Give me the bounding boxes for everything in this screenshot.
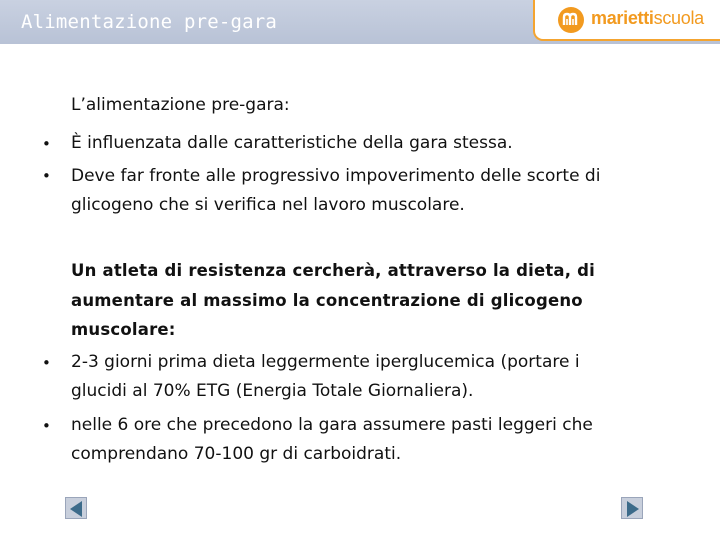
emphasis-text: Un atleta di resistenza cercherà, attraverso la dieta, di <box>71 261 596 280</box>
bullet-glyph: • <box>42 417 51 435</box>
emphasis-text: muscolare: <box>71 320 176 339</box>
bullet-glyph: • <box>42 354 51 372</box>
intro-text: L’alimentazione pre-gara: <box>71 95 290 115</box>
slide-title: Alimentazione pre-gara <box>21 11 278 33</box>
triangle-right-icon <box>622 498 644 520</box>
emphasis-text: aumentare al massimo la concentrazione di glicogeno <box>71 291 583 310</box>
bullet-text: glucidi al 70% ETG (Energia Totale Giornaliera). <box>71 381 474 401</box>
bullet-text: nelle 6 ore che precedono la gara assumere pasti leggeri che <box>71 415 593 435</box>
bullet-text: Deve far fronte alle progressivo impoverimento delle scorte di <box>71 166 601 186</box>
logo-text-light: scuola <box>653 8 704 28</box>
bullet-text: glicogeno che si verifica nel lavoro muscolare. <box>71 195 465 215</box>
bullet-text: È influenzata dalle caratteristiche della gara stessa. <box>71 133 513 153</box>
bullet-glyph: • <box>42 135 51 153</box>
next-slide-button[interactable] <box>621 497 643 519</box>
logo-text-bold: marietti <box>591 8 654 28</box>
previous-slide-button[interactable] <box>65 497 87 519</box>
bullet-text: comprendano 70-100 gr di carboidrati. <box>71 444 402 464</box>
bullet-glyph: • <box>42 167 51 185</box>
triangle-left-icon <box>66 498 88 520</box>
bullet-text: 2-3 giorni prima dieta leggermente iperglucemica (portare i <box>71 352 580 372</box>
